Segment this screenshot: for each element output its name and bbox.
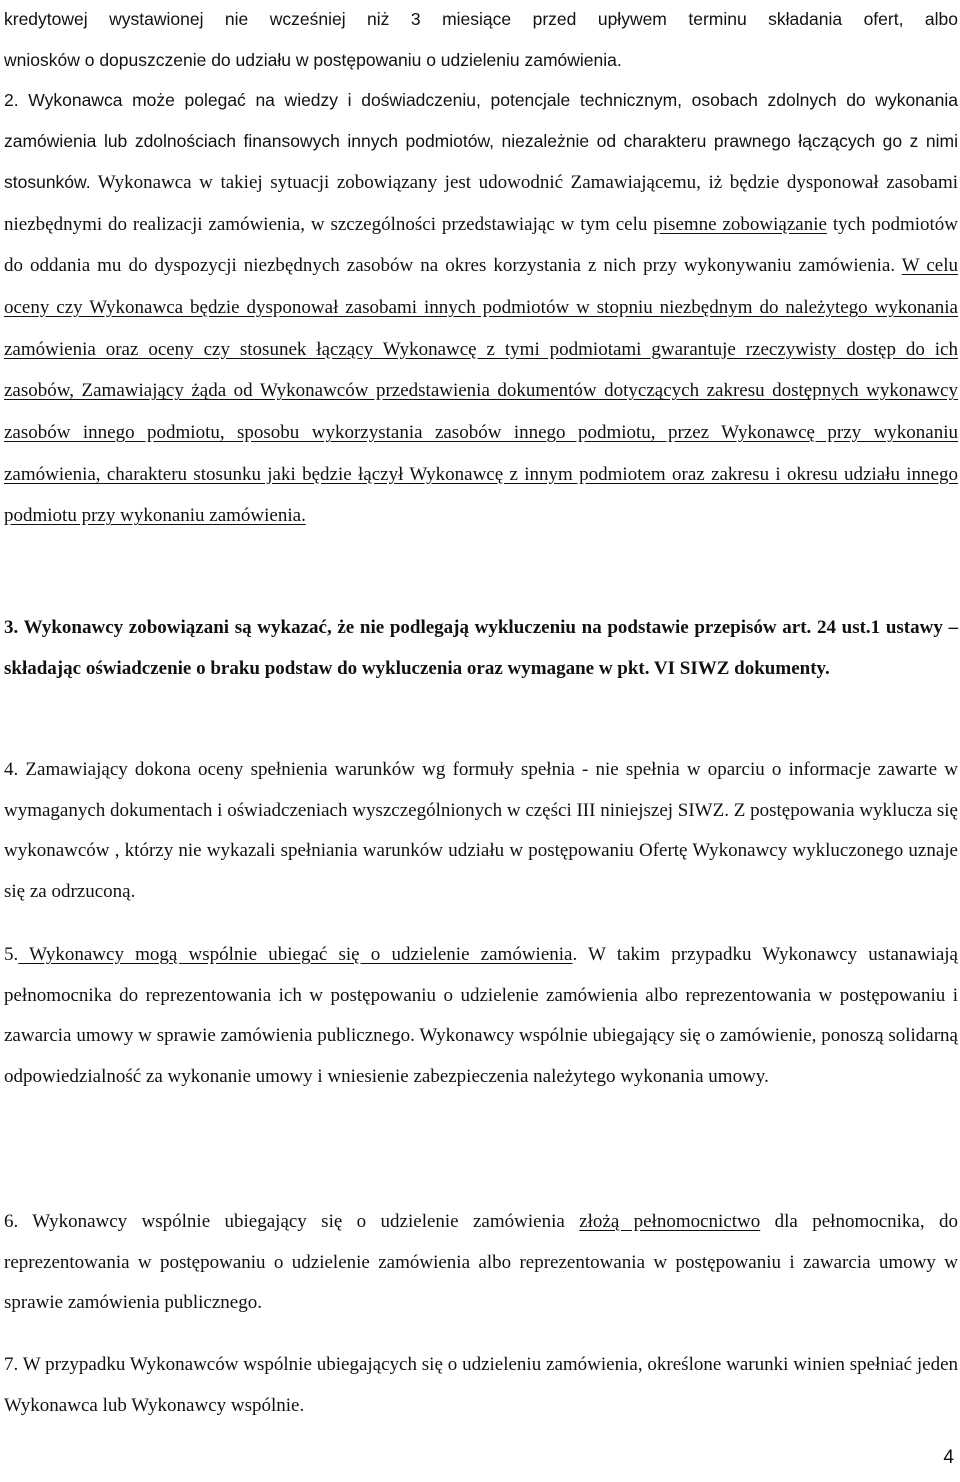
paragraph-6 [4,1202,958,1324]
paragraph-4: 4. Zamawiający dokona oceny spełnienia warunków wg formuły spełnia - nie spełnia w oparciu o informacje zawarte w wymaganych dokumentach i oświadczeniach wyszczególnionych w części III niniejszej SIWZ. Z postępowania wyklucza się wykonawców , którzy nie wykazali spełniania warunków udziału w postępowaniu Ofertę Wykonawcy wykluczonego uznaje się za odrzuconą. [4,759,958,903]
paragraph-intro [4,0,958,40]
intro-line-2: wniosków o dopuszczenie do udziału w postępowaniu o udzieleniu zamówienia. [4,49,622,70]
paragraph-6-text-a: 6. Wykonawcy wspólnie ubiegający się o udzielenie zamówienia [4,1211,580,1232]
paragraph-5-underlined: Wykonawcy mogą wspólnie ubiegać się o udzielenie zamówienia [18,944,573,965]
paragraph-intro-end [4,40,958,81]
paragraph-6-underlined: złożą pełnomocnictwo [579,1211,761,1232]
paragraph-2 [4,80,958,537]
paragraph-3: 3. Wykonawcy zobowiązani są wykazać, że nie podlegają wykluczeniu na podstawie przepisów art. 24 ust.1 ustawy – składając oświadczenie o braku podstaw do wykluczenia oraz wymagane w pkt. VI SIWZ dokumenty. [4,617,958,679]
paragraph-2-text-c: tych podmiotów do oddania mu do dyspozycji niezbędnych zasobów na okres korzystania z nich przy wykonywaniu zamówienia. [4,213,958,277]
paragraph-2-number: 2. [4,90,19,111]
paragraph-2-underlined-requirement: W celu oceny czy Wykonawca będzie dysponował zasobami innych podmiotów w stopniu niezbędnym do należytego wykonania zamówienia oraz oceny czy stosunek łączący Wykonawcę z tymi podmiotami gwarantuje rzeczywisty dostęp do ich zasobów, Zamawiający żąda od Wykonawców przedstawienia dokumentów dotyczących zakresu dostępnych wykonawcy zasobów innego podmiotu, sposobu wykorzystania zasobów innego podmiotu, przez Wykonawcę przy wykonaniu zamówienia, charakteru stosunku jaki będzie łączył Wykonawcę z innym podmiotem oraz zakresu i okresu udziału innego podmiotu przy wykonaniu zamówienia. [4,255,958,527]
intro-line-1: kredytowej wystawionej nie wcześniej niż 3 miesiące przed upływem terminu składania ofert, albo [4,9,958,29]
paragraph-6-text-b: dla pełnomocnika, do reprezentowania w postępowaniu o udzielenie zamówienia albo reprezentowania w postępowaniu i zawarcia umowy w sprawie zamówienia publicznego. [4,1211,958,1314]
section-intro-and-2 [4,0,958,537]
paragraph-7: 7. W przypadku Wykonawców wspólnie ubiegających się o udzieleniu zamówienia, określone warunki winien spełniać jeden Wykonawca lub Wykonawcy wspólnie. [4,1354,958,1416]
paragraph-2-text-a: Wykonawca może polegać na wiedzy i doświadczeniu, potencjale technicznym, osobach zdolnych do wykonania zamówienia lub zdolnościach finansowych innych podmiotów, niezależnie od charakteru prawnego łączących go z nimi stosunków. [4,90,958,192]
page-number: 4 [943,1447,954,1468]
paragraph-5 [4,935,958,1098]
paragraph-5-text: . W takim przypadku Wykonawcy ustanawiają pełnomocnika do reprezentowania ich w postępowaniu o udzielenie zamówienia albo reprezentowania w postępowaniu i zawarcia umowy w sprawie zamówienia publicznego. Wykonawcy wspólnie ubiegający się o zamówienie, ponoszą solidarną odpowiedzialność za wykonanie umowy i wniesienie zabezpieczenia należytego wykonania umowy. [4,944,958,1088]
paragraph-2-text-b: Wykonawca w takiej sytuacji zobowiązany jest udowodnić Zamawiającemu, iż będzie dysponował zasobami niezbędnymi do realizacji zamówienia, w szczególności przedstawiając w tym celu [4,171,958,235]
paragraph-5-number: 5. [4,944,19,965]
paragraph-2-underlined-obligation: pisemne zobowiązanie [653,213,827,235]
